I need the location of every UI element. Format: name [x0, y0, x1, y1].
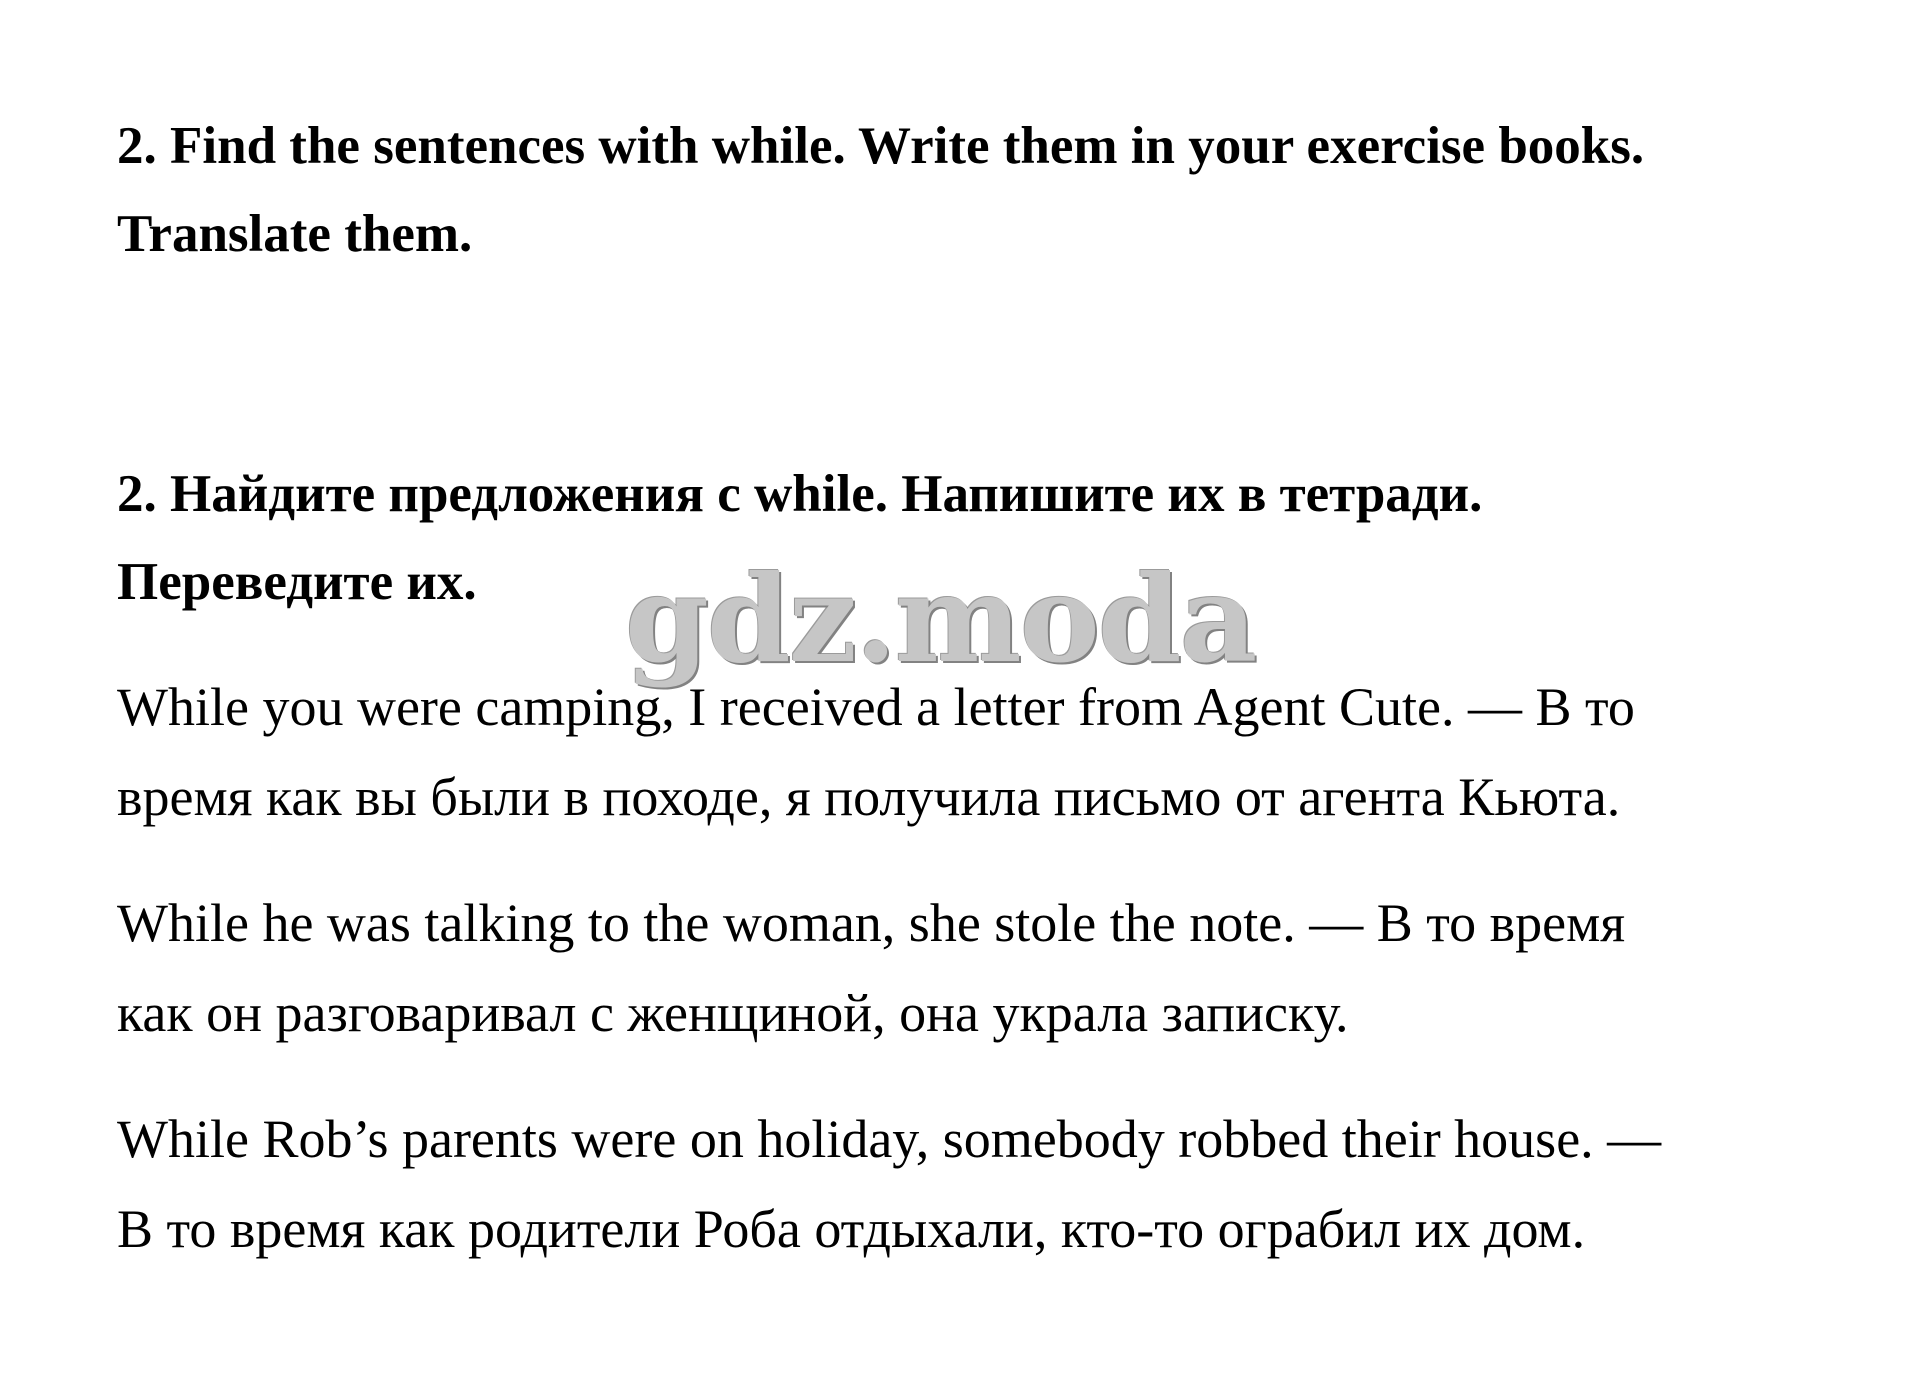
answer-sentence-2-line-2: как он разговаривал с женщиной, она украла записку. — [117, 983, 1349, 1043]
answer-sentence-1-line-2: время как вы были в походе, я получила письмо от агента Кьюта. — [117, 767, 1621, 827]
task-heading-russian-line-1: 2. Найдите предложения с while. Напишите их в тетради. — [117, 465, 1483, 523]
answer-sentence-2-line-1: While he was talking to the woman, she stole the note. — В то время — [117, 893, 1626, 953]
task-heading-english-line-2: Translate them. — [117, 205, 473, 263]
answer-sentence-1 — [117, 662, 1635, 842]
watermark-logo: gdz.moda — [625, 549, 1256, 690]
task-heading-english — [117, 102, 1644, 278]
answer-sentence-2 — [117, 878, 1625, 1058]
answer-sentence-3-line-1: While Rob’s parents were on holiday, somebody robbed their house. — — [117, 1109, 1662, 1169]
task-heading-russian-line-2: Переведите их. — [117, 553, 477, 611]
answer-sentence-3-line-2: В то время как родители Роба отдыхали, кто-то ограбил их дом. — [117, 1199, 1586, 1259]
task-heading-english-line-1: 2. Find the sentences with while. Write them in your exercise books. — [117, 117, 1645, 175]
answer-sentence-1-line-1: While you were camping, I received a letter from Agent Cute. — В то — [117, 677, 1635, 737]
answer-sentence-3 — [117, 1094, 1661, 1274]
